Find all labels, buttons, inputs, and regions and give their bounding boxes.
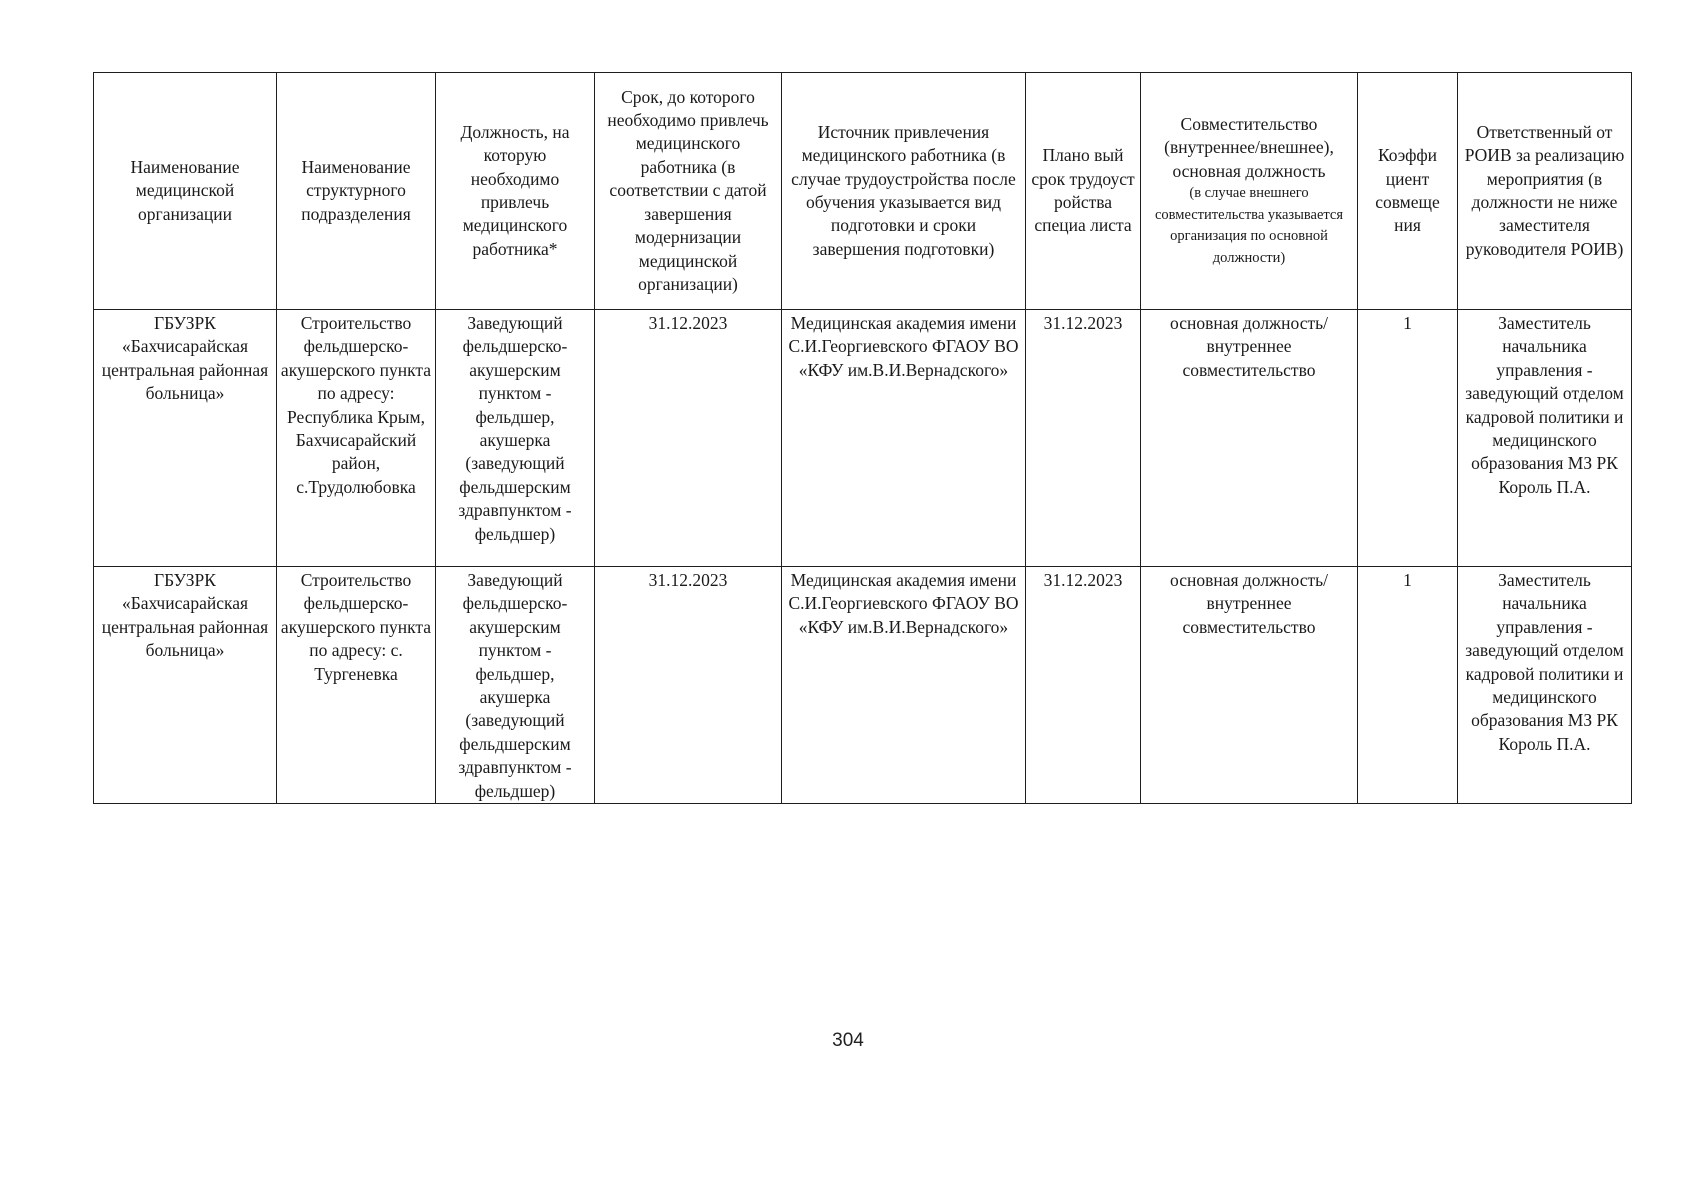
header-combination-note: (в случае внешнего совместительства указывается организация по основной должности) [1154,185,1344,266]
cell-coefficient: 1 [1358,310,1458,567]
cell-deadline: 31.12.2023 [595,567,782,804]
header-combination-main: Совместительство (внутреннее/внешнее), основная должность [1164,113,1334,181]
cell-department: Строительство фельдшерско-акушерского пункта по адресу: с. Тургеневка [277,567,436,804]
cell-source: Медицинская академия имени С.И.Георгиевского ФГАОУ ВО «КФУ им.В.И.Вернадского» [782,567,1026,804]
header-deadline: Срок, до которого необходимо привлечь медицинского работника (в соответствии с датой завершения модернизации медицинской организации) [595,73,782,310]
table-header-row [94,73,1632,310]
table-row [94,310,1632,567]
cell-organization: ГБУЗРК «Бахчисарайская центральная районная больница» [94,567,277,804]
table-row [94,567,1632,804]
cell-responsible: Заместитель начальника управления - заведующий отделом кадровой политики и медицинского образования МЗ РК Король П.А. [1458,310,1632,567]
page-number: 304 [832,1030,864,1051]
staffing-table [93,72,1632,804]
cell-coefficient: 1 [1358,567,1458,804]
header-position: Должность, на которую необходимо привлечь медицинского работника* [436,73,595,310]
cell-position: Заведующий фельдшерско-акушерским пунктом - фельдшер, акушерка (заведующий фельдшерским здравпунктом - фельдшер) [436,310,595,567]
cell-combination: основная должность/ внутреннее совместительство [1141,310,1358,567]
cell-department: Строительство фельдшерско-акушерского пункта по адресу: Республика Крым, Бахчисарайский район, с.Трудолюбовка [277,310,436,567]
cell-responsible: Заместитель начальника управления - заведующий отделом кадровой политики и медицинского образования МЗ РК Король П.А. [1458,567,1632,804]
cell-planned-date: 31.12.2023 [1026,310,1141,567]
cell-planned-date: 31.12.2023 [1026,567,1141,804]
header-source: Источник привлечения медицинского работника (в случае трудоустройства после обучения указывается вид подготовки и сроки завершения подготовки) [782,73,1026,310]
header-department: Наименование структурного подразделения [277,73,436,310]
cell-source: Медицинская академия имени С.И.Георгиевского ФГАОУ ВО «КФУ им.В.И.Вернадского» [782,310,1026,567]
header-organization: Наименование медицинской организации [94,73,277,310]
cell-combination: основная должность/ внутреннее совместительство [1141,567,1358,804]
cell-deadline: 31.12.2023 [595,310,782,567]
header-combination [1141,73,1358,310]
header-coefficient: Коэффи циент совмеще ния [1358,73,1458,310]
header-responsible: Ответственный от РОИВ за реализацию мероприятия (в должности не ниже заместителя руководителя РОИВ) [1458,73,1632,310]
cell-organization: ГБУЗРК «Бахчисарайская центральная районная больница» [94,310,277,567]
header-planned-date: Плано вый срок трудоуст ройства специа листа [1026,73,1141,310]
cell-position: Заведующий фельдшерско-акушерским пунктом - фельдшер, акушерка (заведующий фельдшерским здравпунктом - фельдшер) [436,567,595,804]
